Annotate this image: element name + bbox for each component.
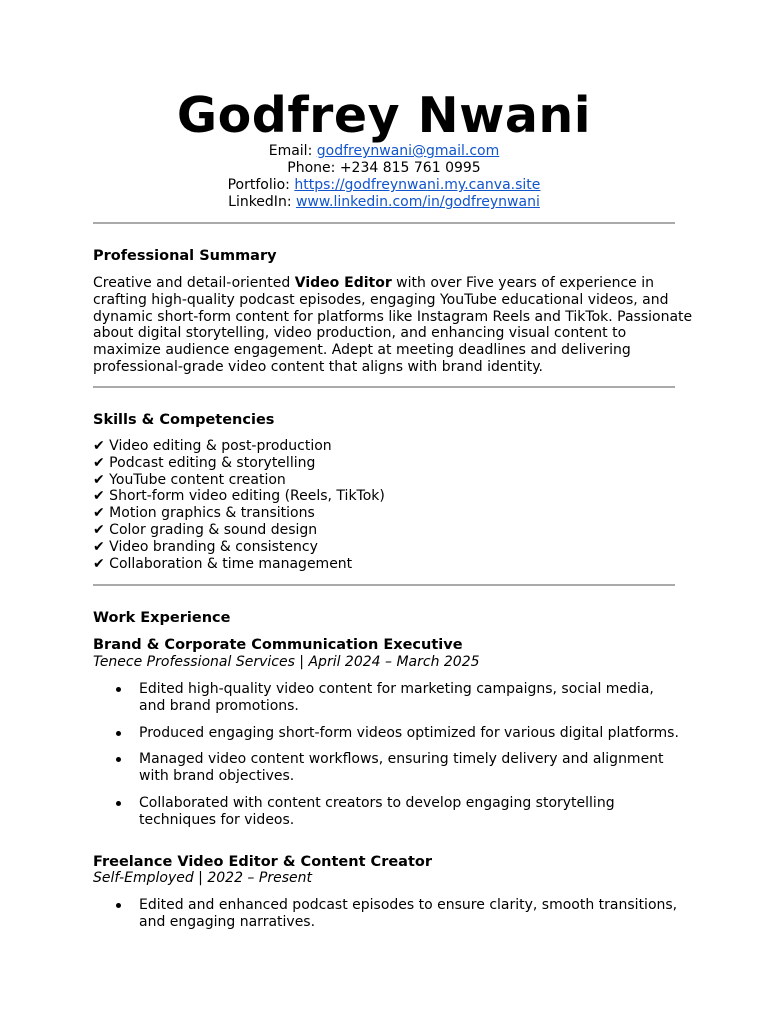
linkedin-line — [0, 194, 768, 211]
bullet-item: Managed video content workflows, ensuring timely delivery and alignment with brand objectives. — [139, 751, 684, 785]
job-bullets — [139, 681, 684, 839]
experience-heading: Work Experience — [93, 610, 231, 626]
skill-item: ✔ YouTube content creation — [93, 471, 286, 488]
job-title: Freelance Video Editor & Content Creator — [93, 854, 433, 870]
skill-item: ✔ Podcast editing & storytelling — [93, 454, 316, 471]
summary-heading: Professional Summary — [93, 248, 277, 264]
skill-item: ✔ Motion graphics & transitions — [93, 505, 315, 522]
skill-item: ✔ Video editing & post-production — [93, 438, 332, 454]
divider — [93, 386, 675, 388]
email-label: Email: — [268, 143, 313, 159]
divider — [93, 222, 675, 224]
email-line — [0, 143, 768, 160]
candidate-name: Godfrey Nwani — [176, 87, 592, 144]
skill-item: ✔ Collaboration & time management — [93, 555, 353, 572]
bullet-item: Collaborated with content creators to develop engaging storytelling techniques for videos. — [139, 795, 684, 829]
job-meta: Tenece Professional Services | April 2024 – March 2025 — [93, 654, 480, 670]
phone-label: Phone: — [287, 160, 336, 176]
job-bullets — [139, 897, 684, 941]
bullet-item: Edited high-quality video content for marketing campaigns, social media, and brand promotions. — [139, 681, 684, 715]
bullet-item: Produced engaging short-form videos optimized for various digital platforms. — [139, 725, 684, 742]
phone-value: +234 815 761 0995 — [339, 160, 481, 176]
contact-block — [0, 143, 768, 211]
divider — [93, 584, 675, 586]
summary-text — [93, 275, 693, 376]
email-link[interactable]: godfreynwani@gmail.com — [316, 143, 500, 159]
skills-heading: Skills & Competencies — [93, 412, 275, 428]
skill-item: ✔ Color grading & sound design — [93, 521, 318, 538]
job-meta: Self-Employed | 2022 – Present — [93, 870, 312, 886]
portfolio-label: Portfolio: — [227, 177, 290, 193]
summary-bold: Video Editor — [294, 275, 392, 291]
job-title: Brand & Corporate Communication Executive — [93, 637, 463, 653]
linkedin-label: LinkedIn: — [228, 194, 292, 210]
portfolio-line — [0, 177, 768, 194]
summary-post: with over Five years of experience in crafting high-quality podcast episodes, engaging YouTube educational videos, and dynamic short-form content for platforms like Instagram Reels and TikTok. Passionate about digital storytelling, video production, and enhancing visual content to maximize audience engagement. Adept at meeting deadlines and delivering professional-grade video content that aligns with brand identity. — [93, 275, 693, 375]
portfolio-link[interactable]: https://godfreynwani.my.canva.site — [294, 177, 541, 193]
linkedin-link[interactable]: www.linkedin.com/in/godfreynwani — [295, 194, 540, 210]
summary-pre: Creative and detail-oriented — [93, 275, 295, 291]
skill-item: ✔ Video branding & consistency — [93, 538, 318, 555]
skill-item: ✔ Short-form video editing (Reels, TikTok) — [93, 488, 385, 505]
phone-line — [0, 160, 768, 177]
bullet-item: Edited and enhanced podcast episodes to ensure clarity, smooth transitions, and engaging narratives. — [139, 897, 684, 931]
skills-list — [93, 438, 385, 572]
